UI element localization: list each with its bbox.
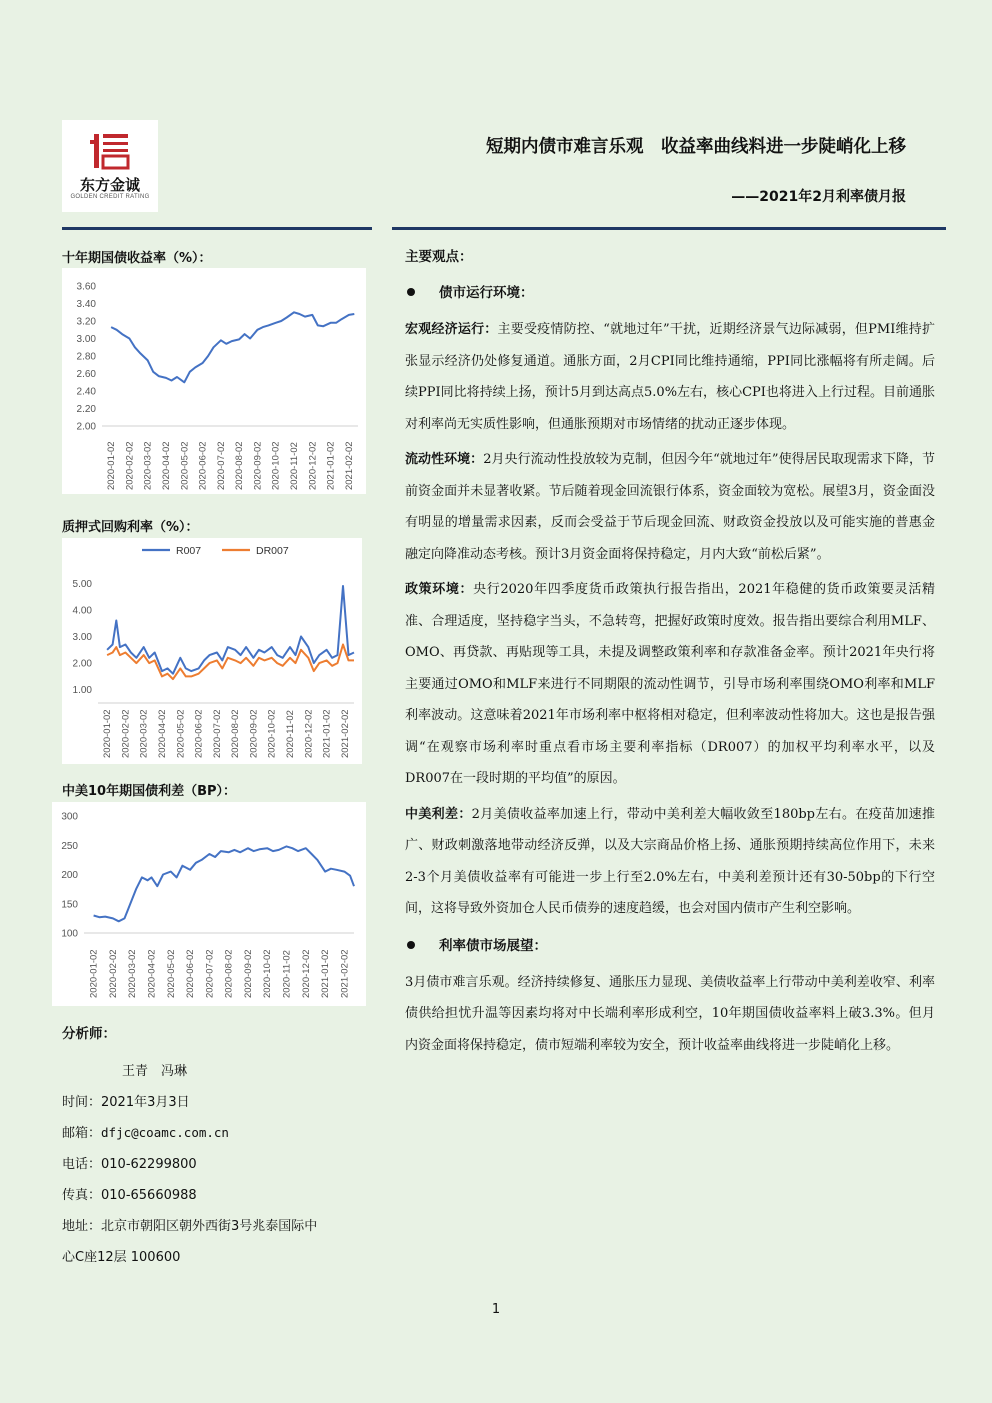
x-tick-label: 2020-10-02 bbox=[270, 441, 282, 490]
x-tick-label: 2020-01-02 bbox=[106, 441, 118, 490]
x-tick-label: 2020-07-02 bbox=[204, 949, 216, 998]
x-tick-label: 2020-05-02 bbox=[175, 709, 187, 758]
logo-subtitle: GOLDEN CREDIT RATING bbox=[70, 194, 150, 200]
y-tick-label: 1.00 bbox=[72, 685, 92, 697]
x-tick-label: 2020-11-02 bbox=[289, 442, 300, 490]
email-link[interactable]: dfjc@coamc.com.cn bbox=[101, 1125, 229, 1140]
email-row bbox=[62, 1122, 229, 1141]
bullet-label: 利率债市场展望： bbox=[439, 937, 547, 954]
x-tick-label: 2020-04-02 bbox=[146, 949, 158, 998]
y-tick-label: 300 bbox=[61, 811, 78, 823]
logo-name: 东方金诚 bbox=[79, 176, 140, 194]
report-title: 短期内债市难言乐观 收益率曲线料进一步陡峭化上移 bbox=[486, 137, 906, 157]
bullet-dot-icon bbox=[407, 941, 415, 949]
analyst-names: 王青 冯琳 bbox=[122, 1064, 188, 1079]
right-divider bbox=[392, 227, 946, 230]
paragraph-macro bbox=[405, 314, 935, 440]
paragraph-label: 流动性环境： bbox=[405, 452, 484, 467]
x-tick-label: 2020-07-02 bbox=[211, 709, 223, 758]
paragraph-outlook: 3月债市难言乐观。经济持续修复、通胀压力显现、美债收益率上行带动中美利差收窄、利率债供给担忧升温等因素均将对中长端利率形成利空，10年期国债收益率料上破3.3%。但月内资金面将保持稳定，债市短端利率较为安全，预计收益率曲线将进一步陡峭化上移。 bbox=[405, 974, 935, 1053]
y-tick-label: 3.00 bbox=[72, 632, 92, 643]
x-tick-label: 2020-03-02 bbox=[142, 441, 154, 490]
x-tick-label: 2021-01-02 bbox=[321, 709, 333, 758]
chart1-title: 十年期国债收益率（%）： bbox=[62, 251, 212, 266]
bullet-market-environment bbox=[405, 282, 935, 304]
series-line bbox=[94, 846, 354, 921]
chart-10y-yield bbox=[62, 268, 366, 494]
report-date: 时间：2021年3月3日 bbox=[62, 1095, 190, 1110]
x-tick-label: 2020-09-02 bbox=[252, 441, 264, 490]
main-content bbox=[405, 246, 935, 1065]
x-tick-label: 2020-03-02 bbox=[138, 709, 150, 758]
y-tick-label: 2.00 bbox=[76, 421, 96, 433]
x-tick-label: 2020-04-02 bbox=[161, 441, 172, 490]
x-tick-label: 2020-05-02 bbox=[165, 949, 177, 998]
y-tick-label: 2.00 bbox=[72, 658, 92, 670]
paragraph-spread bbox=[405, 799, 935, 925]
page-number: 1 bbox=[491, 1302, 501, 1317]
email-label: 邮箱： bbox=[62, 1126, 102, 1141]
x-tick-label: 2020-06-02 bbox=[185, 949, 197, 998]
x-tick-label: 2020-10-02 bbox=[262, 949, 274, 998]
x-tick-label: 2021-02-02 bbox=[343, 441, 355, 490]
paragraph-liquidity bbox=[405, 444, 935, 570]
chart-spread bbox=[52, 802, 366, 1006]
x-tick-label: 2020-02-02 bbox=[120, 709, 132, 758]
chart-repo-rate bbox=[62, 538, 362, 764]
bullet-outlook bbox=[405, 935, 935, 957]
paragraph-label: 政策环境： bbox=[405, 582, 474, 597]
legend-label: R007 bbox=[176, 545, 202, 557]
phone: 电话：010-62299800 bbox=[62, 1157, 197, 1172]
fax: 传真：010-65660988 bbox=[62, 1188, 197, 1203]
x-tick-label: 2020-04-02 bbox=[157, 709, 168, 758]
x-tick-label: 2020-08-02 bbox=[234, 441, 246, 490]
y-tick-label: 3.60 bbox=[76, 281, 96, 293]
series-line bbox=[111, 312, 354, 382]
paragraph-text: 主要受疫情防控、“就地过年”干扰，近期经济景气边际减弱，但PMI维持扩张显示经济仍处修复通道。通胀方面，2月CPI同比维持通缩，PPI同比涨幅将有所走阔。后续PPI同比将持续上扬，预计5月到达高点5.0%左右，核心CPI也将进入上行过程。目前通胀对利率尚无实质性影响，但通胀预期对市场情绪的扰动正逐步体现。 bbox=[405, 322, 935, 432]
series-line bbox=[107, 586, 354, 674]
address-line1: 地址：北京市朝阳区朝外西街3号兆泰国际中 bbox=[62, 1219, 318, 1234]
y-tick-label: 3.40 bbox=[76, 299, 96, 310]
logo-mark-icon bbox=[90, 132, 130, 170]
x-tick-label: 2021-01-02 bbox=[320, 949, 332, 998]
x-tick-label: 2020-08-02 bbox=[230, 709, 242, 758]
main-heading: 主要观点： bbox=[405, 249, 473, 265]
y-tick-label: 2.20 bbox=[76, 404, 96, 415]
paragraph-text: 2月美债收益率加速上行，带动中美利差大幅收敛至180bp左右。在疫苗加速推广、财政刺激落地带动经济反弹，以及大宗商品价格上扬、通胀预期持续高位作用下，未来2-3个月美债收益率有可能进一步上行至2.0%左右，中美利差预计还有30-50bp的下行空间，这将导致外资加仓人民币债券的速度趋缓，也会对国内债市产生利空影响。 bbox=[405, 806, 935, 916]
legend-label: DR007 bbox=[256, 545, 289, 557]
paragraph-text: 央行2020年四季度货币政策执行报告指出，2021年稳健的货币政策要灵活精准、合理适度，坚持稳字当头，不急转弯，把握好政策时度效。报告指出要综合利用MLF、OMO、再贷款、再贴现等工具，未提及调整政策利率和存款准备金率。预计2021年央行将主要通过OMO和MLF来进行不同期限的流动性调节，引导市场利率围绕OMO利率和MLF利率波动。这意味着2021年市场利率中枢将相对稳定，但利率波动性将加大。这也是报告强调“在观察市场利率时重点看市场主要利率指标（DR007）的加权平均利率水平，以及DR007在一段时期的平均值”的原因。 bbox=[405, 582, 935, 786]
x-tick-label: 2020-09-02 bbox=[248, 709, 260, 758]
y-tick-label: 150 bbox=[61, 899, 78, 911]
x-tick-label: 2020-01-02 bbox=[88, 949, 100, 998]
x-tick-label: 2020-02-02 bbox=[107, 949, 119, 998]
x-tick-label: 2020-08-02 bbox=[223, 949, 235, 998]
x-tick-label: 2020-07-02 bbox=[215, 441, 227, 490]
analyst-label: 分析师： bbox=[62, 1026, 116, 1042]
y-tick-label: 3.00 bbox=[76, 334, 96, 345]
paragraph-label: 宏观经济运行： bbox=[405, 322, 498, 337]
y-tick-label: 2.40 bbox=[76, 386, 96, 398]
x-tick-label: 2020-11-02 bbox=[285, 710, 296, 758]
paragraph-label: 中美利差： bbox=[405, 806, 472, 822]
y-tick-label: 250 bbox=[61, 840, 78, 852]
paragraph-text: 2月央行流动性投放较为克制，但因今年“就地过年”使得居民取现需求下降，节前资金面并未显著收紧。节后随着现金回流银行体系，资金面较为宽松。展望3月，资金面没有明显的增量需求因素，反而会受益于节后现金回流、财政资金投放以及可能实施的普惠金融定向降准动态考核。预计3月资金面将保持稳定，月内大致“前松后紧”。 bbox=[405, 452, 935, 562]
company-logo bbox=[62, 120, 158, 212]
x-tick-label: 2020-09-02 bbox=[242, 949, 254, 998]
x-tick-label: 2020-05-02 bbox=[179, 441, 191, 490]
left-divider bbox=[62, 227, 372, 230]
x-tick-label: 2021-02-02 bbox=[339, 709, 351, 758]
chart2-title: 质押式回购利率（%）： bbox=[62, 520, 199, 535]
x-tick-label: 2020-12-02 bbox=[303, 709, 315, 758]
y-tick-label: 3.20 bbox=[76, 316, 96, 328]
address-line2: 心C座12层 100600 bbox=[62, 1250, 181, 1265]
x-tick-label: 2020-12-02 bbox=[300, 949, 312, 998]
x-tick-label: 2020-11-02 bbox=[281, 950, 293, 998]
paragraph-policy bbox=[405, 574, 935, 795]
report-subtitle: ——2021年2月利率债月报 bbox=[731, 189, 906, 205]
x-tick-label: 2020-12-02 bbox=[307, 441, 319, 490]
x-tick-label: 2020-03-02 bbox=[127, 949, 139, 998]
y-tick-label: 4.00 bbox=[72, 605, 92, 617]
x-tick-label: 2020-10-02 bbox=[266, 709, 278, 758]
x-tick-label: 2021-01-02 bbox=[325, 441, 337, 490]
x-tick-label: 2020-06-02 bbox=[197, 441, 209, 490]
x-tick-label: 2020-06-02 bbox=[193, 709, 205, 758]
bullet-label: 债市运行环境： bbox=[439, 285, 534, 301]
chart3-title: 中美10年期国债利差（BP）： bbox=[62, 784, 237, 799]
x-tick-label: 2020-01-02 bbox=[102, 709, 114, 758]
y-tick-label: 100 bbox=[61, 928, 78, 940]
y-tick-label: 5.00 bbox=[72, 578, 92, 590]
x-tick-label: 2020-02-02 bbox=[124, 441, 136, 490]
y-tick-label: 2.80 bbox=[76, 351, 96, 363]
bullet-dot-icon bbox=[407, 288, 415, 296]
y-tick-label: 200 bbox=[61, 870, 78, 881]
y-tick-label: 2.60 bbox=[76, 369, 96, 380]
x-tick-label: 2021-02-02 bbox=[339, 949, 351, 998]
